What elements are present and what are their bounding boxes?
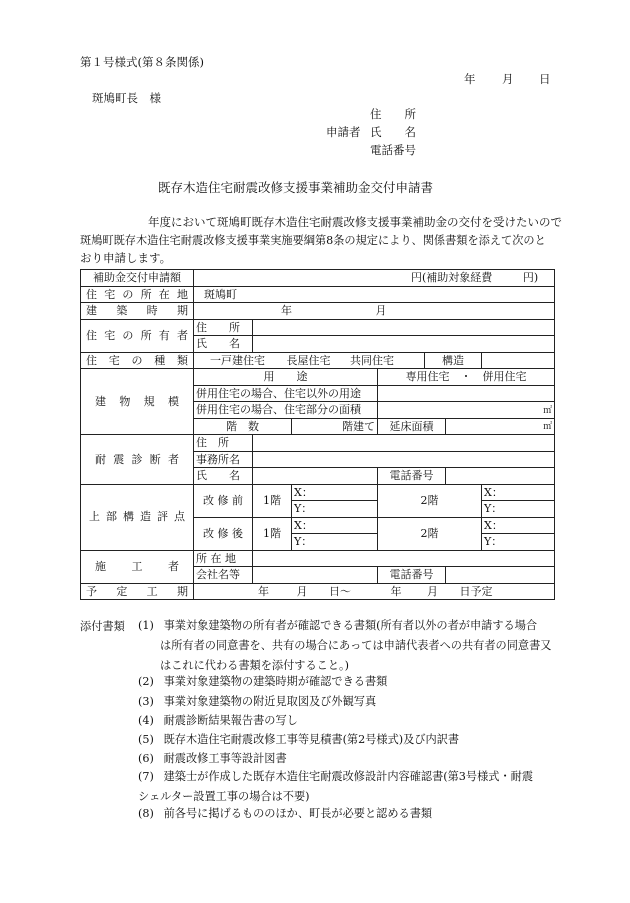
after-floor2-x[interactable]: X：	[482, 517, 555, 534]
diag-office-field[interactable]	[253, 451, 555, 468]
date-month: 月	[502, 72, 514, 86]
diag-address-field[interactable]	[253, 435, 555, 452]
attachment-item-5: (5) 既存木造住宅耐震改修工事等見積書(第2号様式)及び内訳書	[138, 733, 460, 746]
attachment-item-1: (1) 事業対象建築物の所有者が確認できる書類(所有者以外の者が申請する場合 は所有者の同意書を、共有の場合にあっては申請代表者への共有者の同意書又 はこれに代わる書類を添付すること。)	[138, 619, 552, 672]
grant-amount-field[interactable]	[194, 270, 555, 287]
floors-unit: 階建て	[342, 419, 375, 433]
diagnostician-label: 耐 震 診 断 者	[81, 435, 194, 485]
schedule-field[interactable]	[194, 583, 555, 600]
grant-amount-yen: 円(補助対象経費	[411, 271, 493, 285]
scale-label: 建 物 規 模	[81, 369, 194, 435]
owner-name-label: 氏 名	[194, 336, 253, 353]
usage-label: 用 途	[194, 369, 378, 386]
upper-structure-score-label: 上 部 構 造 評 点	[81, 484, 194, 550]
schedule-label: 予 定 工 期	[81, 583, 194, 600]
total-area-field[interactable]	[446, 418, 555, 435]
after-label: 改 修 後	[194, 517, 253, 550]
before-label: 改 修 前	[194, 484, 253, 517]
date-year: 年	[464, 72, 476, 86]
attachment-item-7: (7) 建築士が作成した既存木造住宅耐震改修設計内容確認書(第3号様式・耐震 シェルター設置工事の場合は不要)	[138, 770, 534, 803]
mixed-area-field[interactable]	[378, 402, 555, 419]
addressee: 斑鳩町長 様	[92, 91, 161, 105]
schedule-start-day: 日～	[329, 584, 351, 598]
built-field[interactable]	[194, 303, 555, 320]
document-title: 既存木造住宅耐震改修支援事業補助金交付申請書	[158, 180, 434, 195]
application-form-table	[80, 269, 555, 600]
body-text-line-2: 斑鳩町既存木造住宅耐震改修支援事業実施要綱第8条の規定により、関係書類を添えて次のと	[80, 234, 546, 247]
form-number: 第１号様式(第８条関係)	[80, 55, 204, 69]
diag-name-field[interactable]	[253, 468, 378, 485]
grant-amount-yen-end: 円)	[522, 271, 539, 285]
before-floor1-y[interactable]: Y：	[292, 501, 378, 518]
schedule-end-day: 日予定	[459, 584, 493, 598]
after-floor1-x[interactable]: X：	[292, 517, 378, 534]
type-label: 住 宅 の 種 類	[81, 352, 194, 369]
owner-address-field[interactable]	[253, 319, 555, 336]
owner-label: 住 宅 の 所 有 者	[81, 319, 194, 352]
mixed-other-use-field[interactable]	[378, 385, 555, 402]
total-area-label: 延床面積	[378, 418, 446, 435]
applicant-label: 申請者	[326, 125, 361, 139]
diag-address-label: 住 所	[194, 435, 253, 452]
attachment-item-8: (8) 前各号に掲げるもののほか、町長が必要と認める書類	[138, 807, 433, 820]
before-floor2-label: 2階	[378, 484, 482, 517]
built-year: 年	[281, 304, 292, 318]
built-month: 月	[375, 304, 387, 318]
structure-label: 構造	[425, 352, 482, 369]
built-label: 建 築 時 期	[81, 303, 194, 320]
location-label: 住 宅 の 所 在 地	[81, 286, 194, 303]
usage-options[interactable]: 専用住宅 ・ 併用住宅	[378, 369, 555, 386]
type-options[interactable]	[194, 352, 425, 369]
before-floor1-x[interactable]: X：	[292, 484, 378, 501]
contractor-phone-field[interactable]	[446, 567, 555, 584]
after-floor2-y[interactable]: Y：	[482, 534, 555, 551]
before-floor1-label: 1階	[253, 484, 292, 517]
diag-phone-field[interactable]	[446, 468, 555, 485]
attachment-item-3: (3) 事業対象建築物の附近見取図及び外観写真	[138, 695, 377, 708]
before-floor2-y[interactable]: Y：	[482, 501, 555, 518]
attachment-item-6: (6) 耐震改修工事等設計図書	[138, 752, 287, 765]
mixed-area-unit: ㎡	[543, 405, 553, 416]
body-text-line-3: おり申請します。	[80, 251, 172, 265]
attachment-item-4: (4) 耐震診断結果報告書の写し	[138, 714, 298, 727]
schedule-end-year: 年	[390, 584, 402, 598]
date-day: 日	[539, 72, 551, 86]
contractor-location-label: 所 在 地	[194, 550, 253, 567]
schedule-start-year: 年	[258, 584, 269, 598]
diag-name-label: 氏 名	[194, 468, 253, 485]
mixed-other-use-label: 併用住宅の場合、住宅以外の用途	[194, 385, 378, 402]
total-area-unit: ㎡	[543, 422, 553, 433]
applicant-name-label: 氏 名	[370, 125, 416, 139]
applicant-phone-label: 電話番号	[370, 143, 416, 157]
after-floor2-label: 2階	[378, 517, 482, 550]
contractor-company-label: 会社名等	[194, 567, 253, 584]
type-apartment[interactable]: 共同住宅	[350, 353, 394, 367]
type-detached[interactable]: 一戸建住宅	[210, 353, 265, 367]
attachments-label: 添付書類	[80, 620, 125, 633]
location-field[interactable]	[194, 286, 555, 303]
after-floor1-label: 1階	[253, 517, 292, 550]
body-text-line-1: 年度において斑鳩町既存木造住宅耐震改修支援事業補助金の交付を受けたいので	[148, 215, 562, 229]
after-floor1-y[interactable]: Y：	[292, 534, 378, 551]
floors-label: 階 数	[194, 418, 292, 435]
before-floor2-x[interactable]: X：	[482, 484, 555, 501]
schedule-end-month: 月	[427, 584, 438, 598]
location-value: 斑鳩町	[204, 287, 237, 301]
contractor-company-field[interactable]	[253, 567, 378, 584]
type-row-house[interactable]: 長屋住宅	[286, 353, 331, 367]
schedule-start-month: 月	[296, 584, 308, 598]
attachment-item-2: (2) 事業対象建築物の建築時期が確認できる書類	[138, 675, 388, 688]
grant-amount-label: 補助金交付申請額	[81, 270, 194, 287]
owner-name-field[interactable]	[253, 336, 555, 353]
mixed-area-label: 併用住宅の場合、住宅部分の面積	[194, 402, 378, 419]
floors-field[interactable]	[292, 418, 378, 435]
applicant-address-label: 住 所	[370, 107, 416, 121]
contractor-phone-label: 電話番号	[378, 567, 446, 584]
diag-office-label: 事務所名	[194, 451, 253, 468]
diag-phone-label: 電話番号	[378, 468, 446, 485]
contractor-label: 施 工 者	[81, 550, 194, 583]
structure-field[interactable]	[482, 352, 555, 369]
contractor-location-field[interactable]	[253, 550, 555, 567]
owner-address-label: 住 所	[194, 319, 253, 336]
